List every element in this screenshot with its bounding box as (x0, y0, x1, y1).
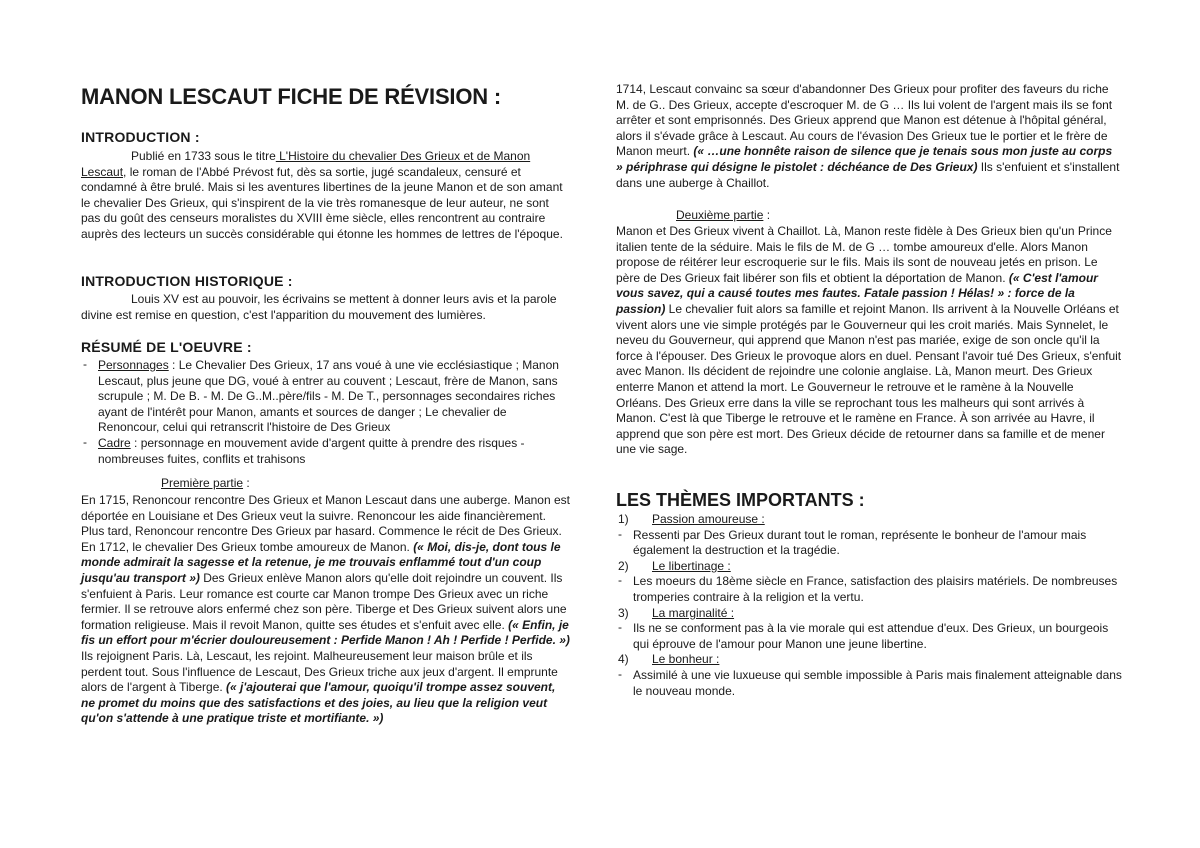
pp-text-2: Des Grieux enlève Manon alors qu'elle doit rejoindre un couvent. Ils s'enfuient à Paris. Leur romance est courte car Manon trompe Des Grieux avec un riche fermier. Il se retrouve alors enfermé chez son père. Tiberge et Des Grieux suivent alors une formation religieuse. Mais il revoit Manon, quitte ses études et s'enfuit avec elle. (81, 570, 567, 632)
theme-number: 3) (618, 605, 629, 620)
theme-number: 1) (618, 512, 629, 526)
theme-number: 2) (618, 558, 629, 573)
suite-paragraph (616, 82, 1122, 191)
pp-quote-1: (« Moi, dis-je, dont tous le monde admirait la sagesse et la retenue, je me trouvais enflammé tout d'un coup jusqu'au transport ») (81, 539, 561, 585)
theme-description: - Ils ne se conforment pas à la vie morale qui est attendue d'eux. Des Grieux, un bourgeois qui éprouve de l'amour pour Manon une jeune libertine. (616, 621, 1122, 652)
theme-item-libertinage (616, 559, 1122, 575)
resume-item-label: Cadre (98, 435, 131, 450)
theme-description: - Assimilé à une vie luxueuse qui semble impossible à Paris mais finalement atteignable dans le nouveau monde. (616, 668, 1122, 699)
theme-title: La marginalité : (652, 605, 735, 620)
theme-description: - Les moeurs du 18ème siècle en France, satisfaction des plaisirs matériels. De nombreuses tromperies contraire à la religion et la vertu. (616, 574, 1122, 605)
premiere-partie-colon: : (243, 476, 250, 490)
dp-quote-1: (« C'est l'amour vous savez, qui a causé toutes mes fautes. Fatale passion ! Hélas! » : force de la passion) (616, 270, 1098, 316)
themes-heading: LES THÈMES IMPORTANTS : (616, 490, 865, 510)
resume-list (81, 358, 571, 467)
deuxieme-partie-colon: : (763, 208, 771, 222)
dp-text-2: Le chevalier fuit alors sa famille et rejoint Manon. Ils arrivent à la Nouvelle Orléans et vivent alors une vie simple protégés par le Gouverneur qui les croit mariés. Mais Synnelet, le neveu du Gouverneur, qui apprend que Manon n'est pas mariée, exige de son oncle qu'il la force à l'épouser. Des Grieux le provoque alors en duel. Pensant l'avoir tué Des Grieux, s'enfuit avec Manon. Ils décident de rejoindre une colonie anglaise. Là, Manon meurt. Des Grieux enterre Manon et attend la mort. Le Gouverneur le retrouve et le ramène à la Nouvelle Orléans. Des Grieux erre dans la ville se reprochant tous les malheurs qui sont arrivés à Manon. C'est là que Tiberge le retrouve et le ramène en France. À son arrivée au Havre, il apprend que son père est mort. Des Grieux décide de retourner dans sa famille et de mener une vie sage. (616, 301, 1122, 457)
introduction-heading: INTRODUCTION : (81, 129, 200, 145)
resume-heading: RÉSUMÉ DE L'OEUVRE : (81, 339, 252, 355)
suite-quote-1: (« …une honnête raison de silence que je tenais sous mon juste au corps » périphrase qui désigne le pistolet : déchéance de Des Grieux) (616, 144, 1113, 174)
historique-paragraph: Louis XV est au pouvoir, les écrivains se mettent à donner leurs avis et la parole divine est remise en question, c'est l'apparition du mouvement des lumières. (81, 292, 557, 322)
theme-desc-list (616, 621, 1122, 652)
resume-item-personnages (81, 358, 571, 436)
page-title: MANON LESCAUT FICHE DE RÉVISION : (81, 84, 501, 109)
deuxieme-partie-label: Deuxième partie (676, 208, 764, 222)
deuxieme-partie-paragraph (616, 224, 1122, 458)
pp-text-1: En 1715, Renoncour rencontre Des Grieux et Manon Lescaut dans une auberge. Manon est déportée en Louisiane et Des Grieux veut la suivre. Renoncour les aide financièrement. Plus tard, Renoncour rencontre Des Grieux par hasard. Commence le récit de Des Grieux. En 1712, le chevalier Des Grieux tombe amoureux de Manon. (81, 493, 570, 554)
resume-item-text: : Le Chevalier Des Grieux, 17 ans voué à une vie ecclésiastique ; Manon Lescaut, plus jeune que DG, voué à entrer au couvent ; Lescaut, frère de Manon, sans scrupule ; M. De B. - M. De G..M..père/fils - M. De T., personnages secondaires riches ayant de l'intérêt pour Manon, amants et sources de danger ; Le chevalier de Renoncour, celui qui retranscrit l'histoire de Des Grieux (98, 358, 559, 435)
premiere-partie-paragraph (81, 493, 571, 727)
intro-book-title: L'Histoire du chevalier Des Grieux et de Manon Lescaut (81, 149, 531, 179)
resume-item-text: : personnage en mouvement avide d'argent quitte à prendre des risques - nombreuses fuites, conflits et trahisons (98, 435, 525, 466)
theme-desc-list (616, 528, 1122, 559)
pp-quote-2: (« Enfin, je fis un effort pour m'écrier douloureusement : Perfide Manon ! Ah ! Perfide ! Perfide. ») (81, 617, 570, 648)
theme-item-marginalite (616, 606, 1122, 622)
theme-title: Le bonheur : (652, 652, 720, 667)
pp-text-3: Ils rejoignent Paris. Là, Lescaut, les rejoint. Malheureusement leur maison brûle et ils perdent tout. Sous l'influence de Lescaut, Des Grieux triche aux jeux d'argent. Il emprunte alors de l'argent à Tiberge. (81, 648, 558, 695)
intro-text-before: Publié en 1733 sous le titre (131, 149, 276, 163)
theme-desc-list (616, 574, 1122, 605)
introduction-paragraph (81, 149, 571, 243)
intro-text-after: , le roman de l'Abbé Prévost fut, dès sa sortie, jugé scandaleux, censuré et condamné à être brulé. Mais si les aventures libertines de la jeune Manon et de son amant le chevalier Des Grieux, qui s'inspirent de la vie très romanesque de leur auteur, ne sont pas du goût des censeurs moralistes du XVIII ème siècle, elles rencontrent au contraire auprès des lecteurs un succès considérable qui étonne les hommes de lettres de l'époque. (81, 164, 563, 241)
premiere-partie-title (81, 476, 571, 492)
theme-item-passion (616, 512, 1122, 528)
premiere-partie-label: Première partie (161, 476, 244, 490)
theme-title: Passion amoureuse : (652, 512, 765, 526)
theme-number: 4) (618, 652, 629, 667)
pp-quote-3: (« j'ajouterai que l'amour, quoiqu'il trompe assez souvent, ne promet du moins que des satisfactions et des joies, au lieu que la religion veut qu'on s'attende à une pratique triste et mortifiante. ») (81, 680, 556, 726)
suite-text-2: Ils s'enfuient et s'installent dans une auberge à Chaillot. (616, 159, 1120, 190)
deuxieme-partie-title (616, 208, 1122, 224)
dp-text-1: Manon et Des Grieux vivent à Chaillot. Là, Manon reste fidèle à Des Grieux bien qu'un Prince italien tente de la séduire. Mais le fils de M. de G … tombe amoureux d'elle. Alors Manon propose de réitérer leur escroquerie sur le fils. Mais ils sont de nouveau jetés en prison. Le père de Des Grieux fait libérer son fils et obtient la déportation de Manon. (616, 224, 1112, 285)
resume-item-cadre (81, 436, 571, 467)
theme-desc-list (616, 668, 1122, 699)
theme-description: - Ressenti par Des Grieux durant tout le roman, représente le bonheur de l'amour mais également la destruction et la tragédie. (616, 528, 1122, 559)
suite-text-1: 1714, Lescaut convainc sa sœur d'abandonner Des Grieux pour profiter des faveurs du riche M. de G.. Des Grieux, accepte d'escroquer M. de G … Ils lui volent de l'argent mais ils se font arrêter et sont emprisonnés. Des Grieux apprend que Manon est détenue à l'hôpital général, alors il s'évade grâce à Lescaut. Au cours de l'évasion Des Grieux tue le portier et le frère de Manon meurt. (616, 82, 1113, 159)
theme-item-bonheur (616, 652, 1122, 668)
themes-list (616, 512, 1122, 699)
theme-title: Le libertinage : (652, 558, 731, 573)
historique-heading: INTRODUCTION HISTORIQUE : (81, 273, 293, 289)
resume-item-label: Personnages (98, 358, 169, 372)
